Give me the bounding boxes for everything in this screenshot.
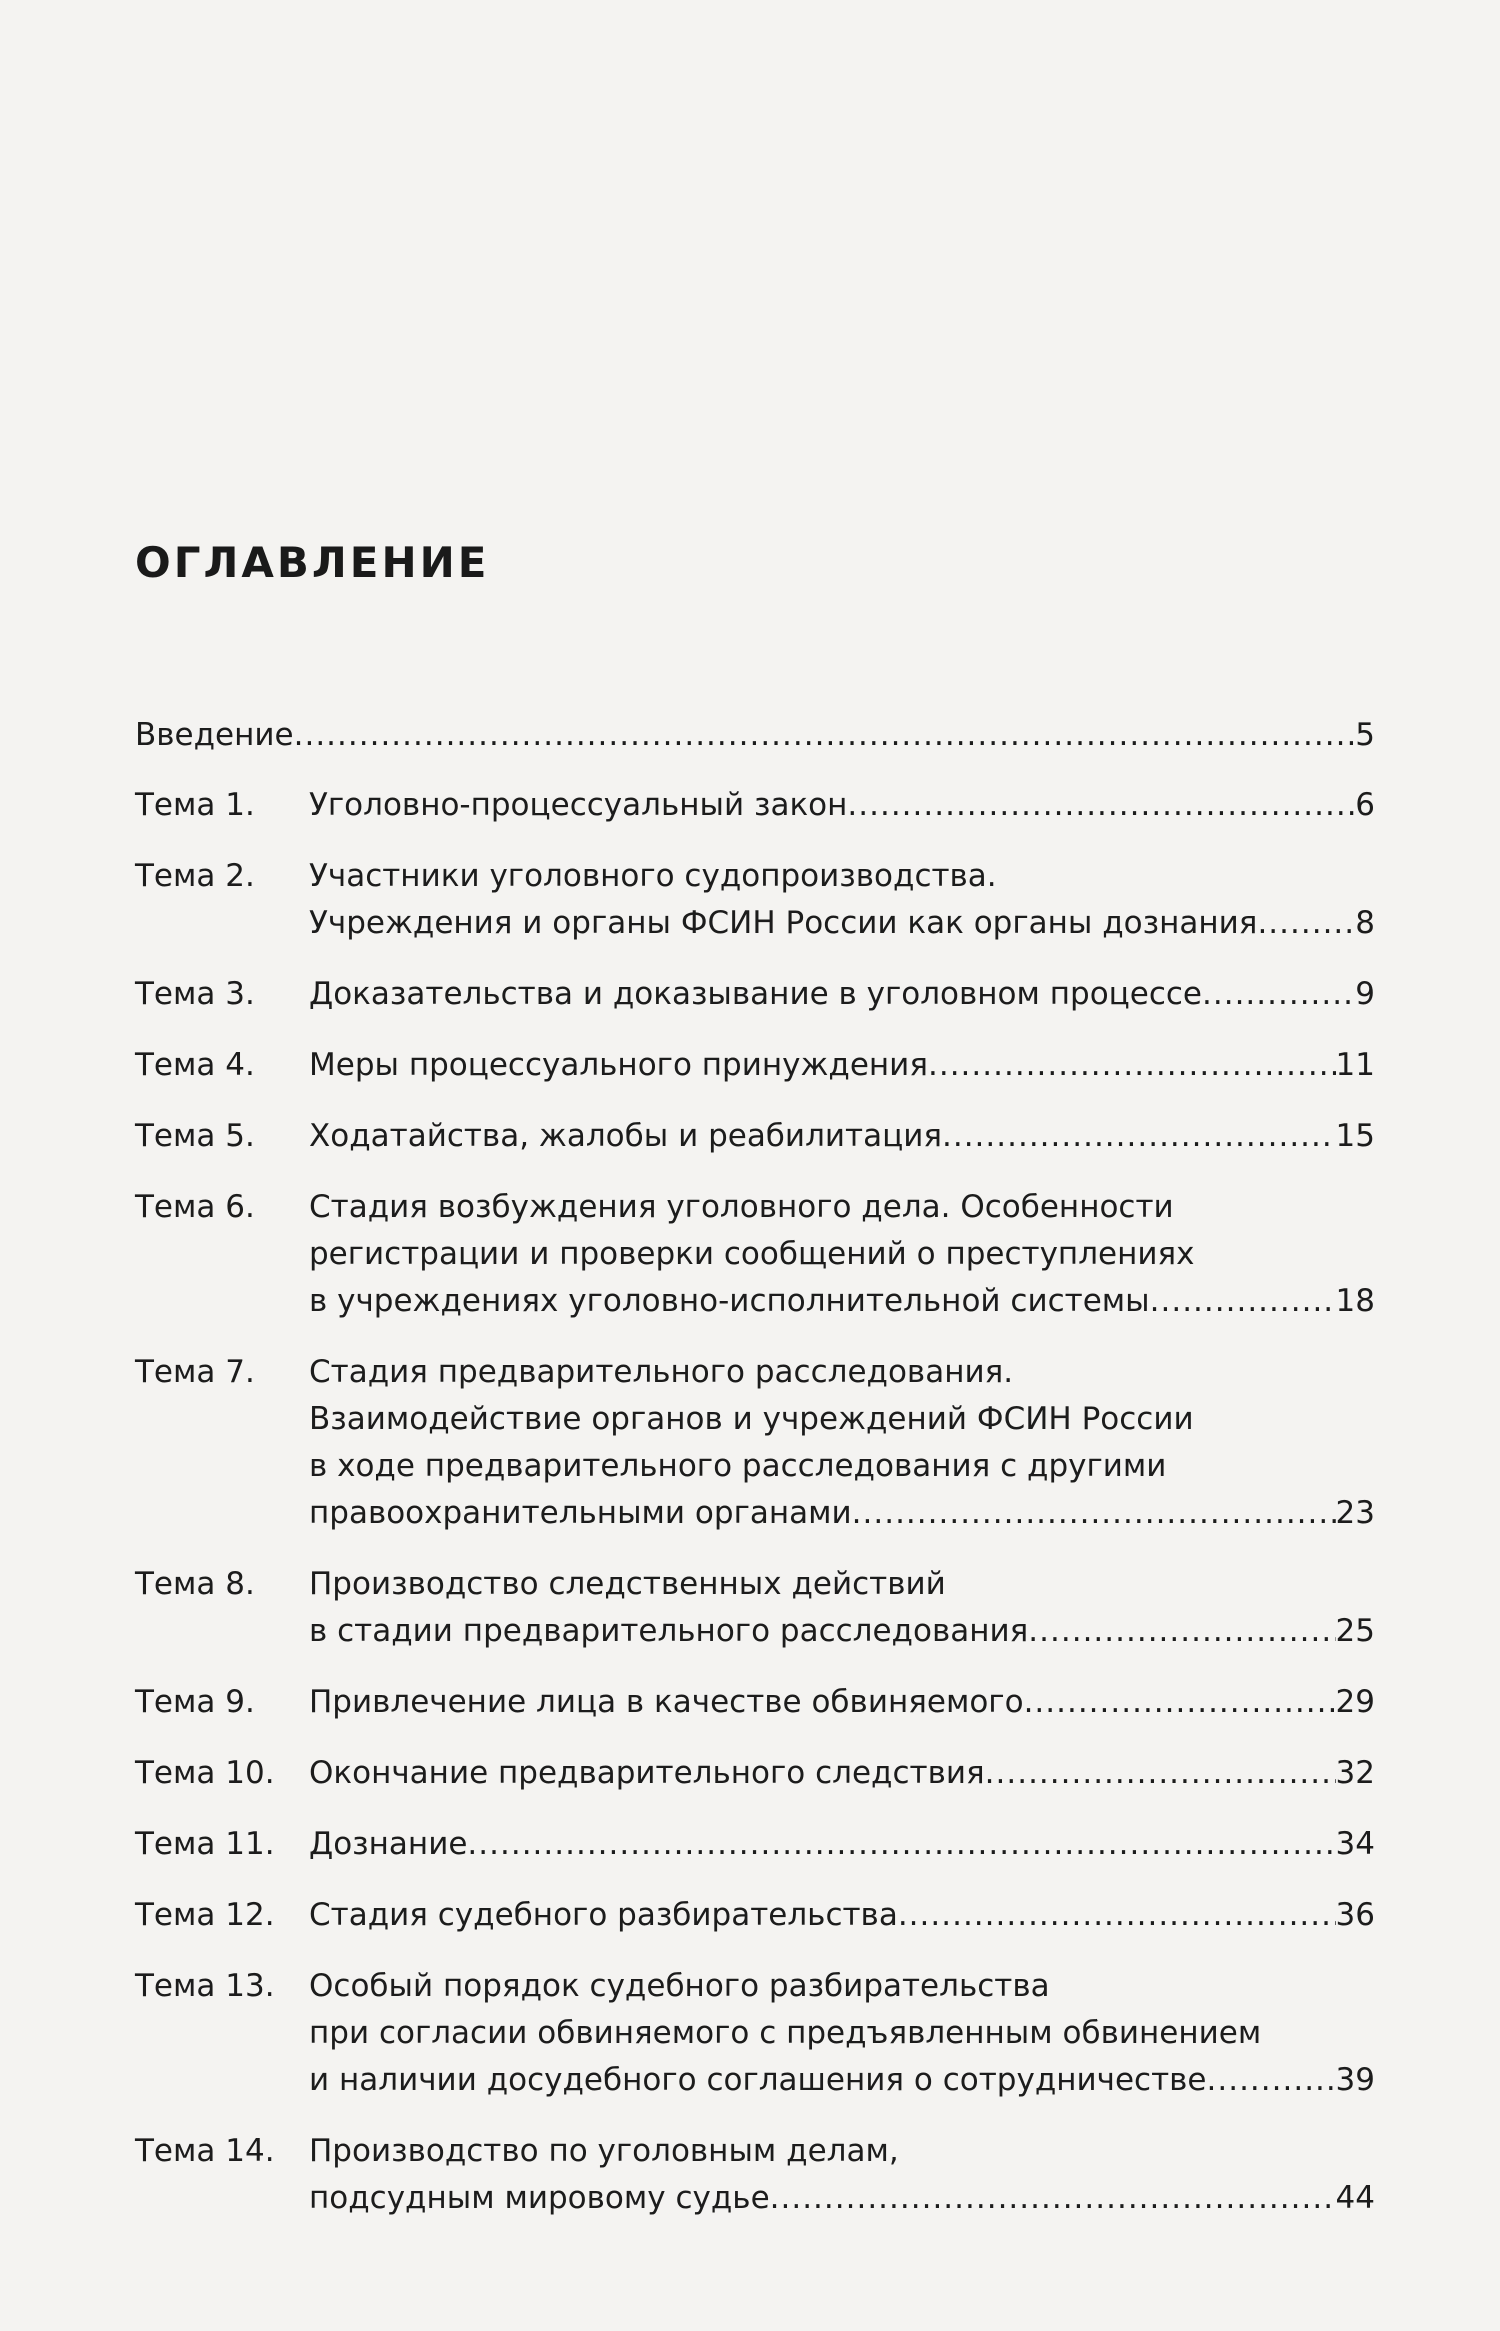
toc-topic-label: Тема 12. xyxy=(135,1897,275,1933)
toc-entry xyxy=(135,1349,1375,1537)
dot-leader xyxy=(852,1490,1336,1537)
toc-topic-label: Тема 6. xyxy=(135,1189,255,1225)
toc-entry xyxy=(135,2128,1375,2222)
toc-entry xyxy=(135,1113,1375,1160)
toc-entry-title-line: Взаимодействие органов и учреждений ФСИН России xyxy=(309,1401,1194,1437)
toc-entry-title-line: при согласии обвиняемого с предъявленным обвинением xyxy=(309,2015,1262,2051)
toc-entry-title-line: Стадия судебного разбирательства xyxy=(309,1897,898,1933)
toc-entry xyxy=(135,1679,1375,1726)
toc-entry-title-line: в ходе предварительного расследования с другими xyxy=(309,1448,1167,1484)
dot-leader xyxy=(1257,900,1355,947)
toc-entry xyxy=(135,1184,1375,1325)
toc-page-number: 29 xyxy=(1335,1684,1375,1720)
dot-leader xyxy=(1150,1278,1336,1325)
toc-entry-title-line: Стадия возбуждения уголовного дела. Особенности xyxy=(309,1189,1174,1225)
dot-leader xyxy=(847,782,1355,829)
dot-leader xyxy=(928,1042,1336,1089)
dot-leader xyxy=(898,1892,1336,1939)
toc-topic-list xyxy=(135,782,1375,2222)
toc-page-number: 11 xyxy=(1335,1047,1375,1083)
dot-leader xyxy=(1028,1608,1335,1655)
toc-page-number: 32 xyxy=(1335,1755,1375,1791)
toc-entry xyxy=(135,971,1375,1018)
dot-leader xyxy=(294,712,1356,759)
toc-page-number: 6 xyxy=(1355,787,1375,823)
dot-leader xyxy=(770,2175,1336,2222)
toc-topic-label: Тема 11. xyxy=(135,1826,275,1862)
toc-page-number: 18 xyxy=(1335,1283,1375,1319)
toc-topic-label: Тема 10. xyxy=(135,1755,275,1791)
toc-entry xyxy=(135,1892,1375,1939)
toc-page-number: 5 xyxy=(1355,717,1375,753)
toc-entry-title-line: в учреждениях уголовно-исполнительной системы xyxy=(309,1283,1150,1319)
toc-page-number: 34 xyxy=(1335,1826,1375,1862)
toc-entry-title-line: Производство следственных действий xyxy=(309,1566,946,1602)
toc-entry-title-line: Особый порядок судебного разбирательства xyxy=(309,1968,1050,2004)
toc-entry xyxy=(135,1042,1375,1089)
toc-topic-label: Тема 1. xyxy=(135,787,255,823)
toc-entry-title-line: Стадия предварительного расследования. xyxy=(309,1354,1014,1390)
toc-page-number: 23 xyxy=(1335,1495,1375,1531)
toc-entry-title-line: Дознание xyxy=(309,1826,468,1862)
toc-entry-title-line: Участники уголовного судопроизводства. xyxy=(309,858,997,894)
toc-entry-title-line: и наличии досудебного соглашения о сотрудничестве xyxy=(309,2062,1207,2098)
toc-topic-label: Тема 4. xyxy=(135,1047,255,1083)
toc-topic-label: Тема 2. xyxy=(135,858,255,894)
toc-entry-title-line: Ходатайства, жалобы и реабилитация xyxy=(309,1118,942,1154)
toc-page-number: 36 xyxy=(1335,1897,1375,1933)
toc-entry xyxy=(135,1821,1375,1868)
toc-entry-title-line: Окончание предварительного следствия xyxy=(309,1755,985,1791)
toc-entry-title-line: Доказательства и доказывание в уголовном процессе xyxy=(309,976,1203,1012)
dot-leader xyxy=(942,1113,1336,1160)
toc-topic-label: Тема 9. xyxy=(135,1684,255,1720)
toc-topic-label: Тема 7. xyxy=(135,1354,255,1390)
dot-leader xyxy=(1207,2057,1336,2104)
dot-leader xyxy=(467,1821,1335,1868)
toc-entry-title-line: Учреждения и органы ФСИН России как органы дознания xyxy=(309,905,1258,941)
toc-page-number: 44 xyxy=(1335,2180,1375,2216)
toc-topic-label: Тема 14. xyxy=(135,2133,275,2169)
toc-page-number: 9 xyxy=(1355,976,1375,1012)
page-title: ОГЛАВЛЕНИЕ xyxy=(135,538,490,587)
dot-leader xyxy=(985,1750,1336,1797)
toc-entry-intro xyxy=(135,712,1375,759)
toc-entry xyxy=(135,1561,1375,1655)
toc-entry xyxy=(135,1750,1375,1797)
toc-page-number: 39 xyxy=(1335,2062,1375,2098)
toc-entry-title-line: Меры процессуального принуждения xyxy=(309,1047,928,1083)
toc-entry-title-line: правоохранительными органами xyxy=(309,1495,852,1531)
toc-topic-label: Тема 5. xyxy=(135,1118,255,1154)
toc-entry-title-line: в стадии предварительного расследования xyxy=(309,1613,1029,1649)
dot-leader xyxy=(1202,971,1355,1018)
toc-entry xyxy=(135,853,1375,947)
toc-entry-title-line: регистрации и проверки сообщений о преступлениях xyxy=(309,1236,1195,1272)
toc-entry-title-line: Производство по уголовным делам, xyxy=(309,2133,899,2169)
toc-entry-title: Введение xyxy=(135,717,294,753)
toc-topic-label: Тема 13. xyxy=(135,1968,275,2004)
toc-entry-title-line: подсудным мировому судье xyxy=(309,2180,770,2216)
toc-topic-label: Тема 8. xyxy=(135,1566,255,1602)
toc-page-number: 15 xyxy=(1335,1118,1375,1154)
toc-page-number: 8 xyxy=(1355,905,1375,941)
toc-page-number: 25 xyxy=(1335,1613,1375,1649)
dot-leader xyxy=(1024,1679,1336,1726)
table-of-contents xyxy=(135,712,1375,2246)
toc-entry xyxy=(135,782,1375,829)
toc-entry-title-line: Привлечение лица в качестве обвиняемого xyxy=(309,1684,1024,1720)
toc-entry xyxy=(135,1963,1375,2104)
toc-entry-title-line: Уголовно-процессуальный закон xyxy=(309,787,848,823)
toc-topic-label: Тема 3. xyxy=(135,976,255,1012)
